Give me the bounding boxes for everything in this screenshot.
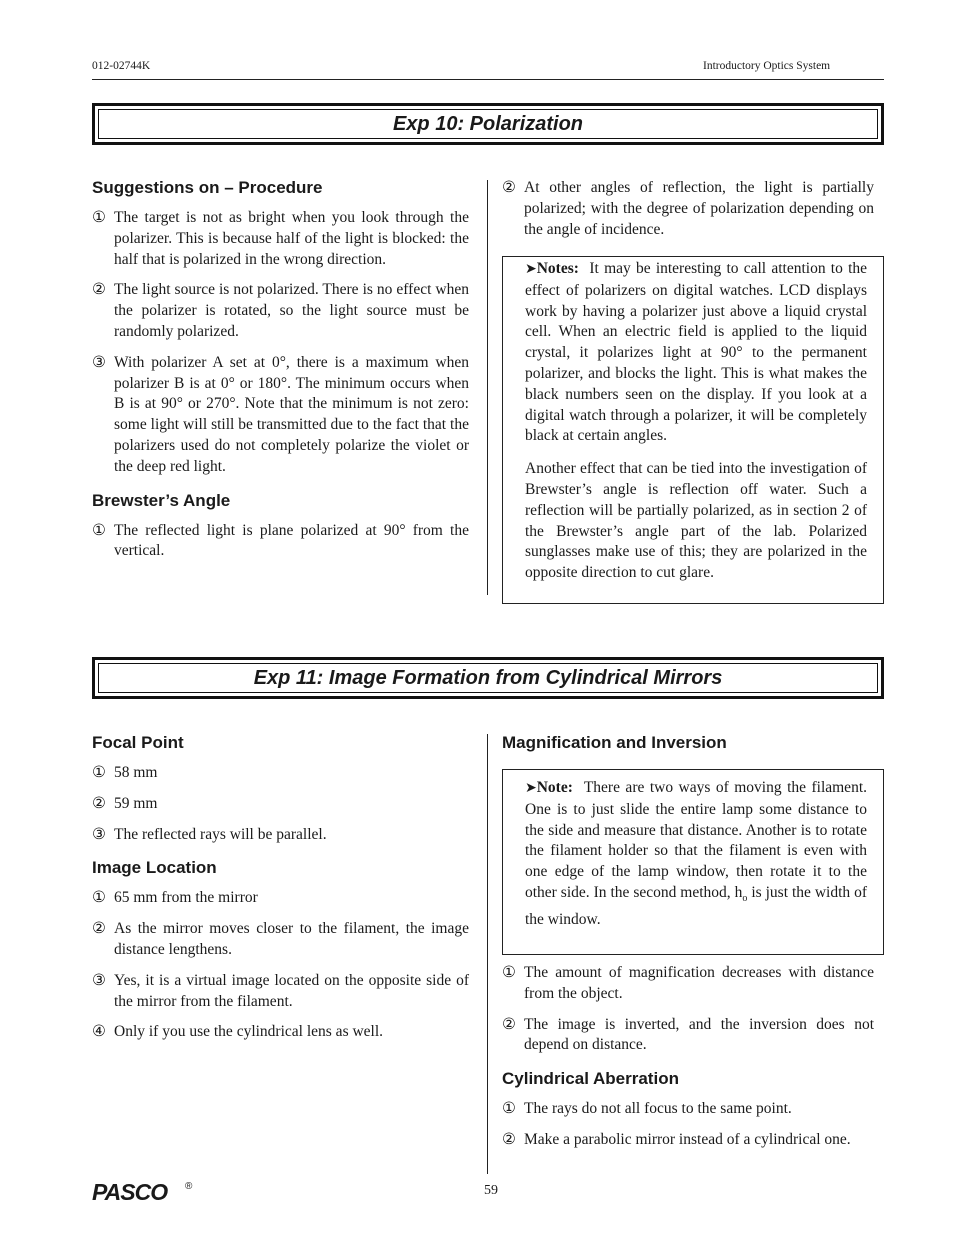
list-item [92,888,469,909]
pasco-logo: PASCO [92,1179,168,1205]
arrow-icon: ➤ [525,262,537,277]
item-text: 58 mm [114,764,158,781]
note-subscript: o [742,893,748,905]
item-text: Yes, it is a virtual image located on the opposite side of the mirror from the filament. [114,971,469,1010]
magnification-heading: Magnification and Inversion [502,733,727,752]
item-text: 59 mm [114,794,158,812]
page-number: 59 [484,1183,498,1198]
list-item [92,1022,469,1043]
item-number: ① [92,764,106,781]
note-paragraph [525,778,867,931]
note-text-end: is just the width of the window. [525,883,867,928]
item-number: ① [92,209,106,226]
notes-paragraph: Another effect that can be tied into the investigation of Brewster’s angle is reflection off water. Such a reflection will be partially polarized, as in section 2 of the Brewster’s angle part of the lab. Polarized sunglasses make use of this; they are polarized in the opposite direction to cut glare. [525,460,867,582]
item-text: The image is inverted, and the inversion does not depend on distance. [524,1015,874,1054]
document-number: 012-02744K [92,60,151,72]
list-item [502,178,874,240]
list-item [502,1130,874,1151]
item-number: ② [502,179,516,196]
item-number: ③ [92,353,106,371]
list-item [92,280,469,342]
item-number: ③ [92,825,106,843]
item-number: ② [502,1130,516,1148]
item-number: ① [92,889,106,907]
exp11-title-box [92,657,884,699]
item-text: The reflected rays will be parallel. [114,825,327,843]
note-label: Note: [536,779,573,796]
list-item [92,794,469,815]
item-text: The rays do not all focus to the same point. [524,1100,792,1118]
item-number: ① [502,1100,516,1118]
column-divider [487,180,488,595]
registered-mark: ® [185,1181,193,1192]
item-number: ② [92,920,106,938]
notes-label: Notes: [536,260,579,277]
notes-text: It may be interesting to call attention to the effect of polarizers on digital watches. LCD displays work by having a polarizer just above a liquid crystal cell. When an electric field is applied to the liquid crystal, it polarizes light at 90° to the permanent polarizer, and blocks the light. This is what makes the black numbers seen on the display. If you look at a digital watch through a polarizer, it will be completely black at certain angles. [525,260,868,445]
item-number: ④ [92,1023,106,1041]
exp10-title-box [92,103,884,145]
list-item [92,521,469,563]
list-item [92,919,469,961]
list-item [502,963,874,1005]
header-rule [92,79,884,80]
exp11-left-column [92,732,469,1043]
location-heading: Image Location [92,858,217,878]
list-item [502,1099,874,1120]
item-text: The reflected light is plane polarized at 90° from the vertical. [114,521,469,560]
note-text: There are two ways of moving the filament. One is to just slide the entire lamp some distance to the side and measure that distance. Another is to rotate the filament holder so that the filament is even with one edge of the lamp window, then rotate it to the other side. In the second method, h [525,779,867,901]
item-number: ② [502,1015,516,1033]
column-divider [487,734,488,1174]
item-text: The amount of magnification decreases with distance from the object. [524,964,874,1002]
exp11-note-box [502,769,884,955]
item-text: Only if you use the cylindrical lens as well. [114,1023,384,1041]
item-number: ② [92,794,106,812]
list-item [92,825,469,846]
item-number: ② [92,281,106,299]
exp10-left-column [92,177,469,562]
exp11-right-column-top [502,732,874,754]
list-item [502,1015,874,1057]
exp11-right-column-bottom [502,963,874,1151]
procedure-heading: Suggestions on – Procedure [92,178,323,197]
focal-heading: Focal Point [92,733,184,752]
exp10-notes-box [502,256,884,604]
exp10-right-column [502,178,874,240]
aberration-heading: Cylindrical Aberration [502,1069,679,1089]
item-text: At other angles of reflection, the light is partially polarized; with the degree of polarization depending on the angle of incidence. [524,179,874,238]
item-text: Make a parabolic mirror instead of a cylindrical one. [524,1130,851,1148]
item-number: ① [92,521,106,539]
arrow-icon: ➤ [525,781,537,796]
item-text: The target is not as bright when you look through the polarizer. This is because half of the light is blocked: the half that is polarized in the wrong direction. [114,209,469,268]
item-number: ① [502,964,516,981]
notes-paragraph [525,259,867,447]
item-text: As the mirror moves closer to the filament, the image distance lengthens. [114,920,469,958]
brewster-heading: Brewster’s Angle [92,490,231,510]
exp11-title: Exp 11: Image Formation from Cylindrical Mirrors [98,663,878,693]
list-item [92,763,469,784]
item-text: The light source is not polarized. There is no effect when the polarizer is rotated, so the light source must be randomly polarized. [114,281,469,340]
item-number: ③ [92,971,106,989]
list-item [92,208,469,270]
item-text: 65 mm from the mirror [114,889,258,907]
manual-title: Introductory Optics System [703,60,831,72]
exp10-title: Exp 10: Polarization [98,109,878,139]
item-text: With polarizer A set at 0°, there is a maximum when polarizer B is at 0° or 180°. The minimum occurs when B is at 90° or 270°. Note that the minimum is not zero: some light will still be transmitted due to the fact that the polarizers used do not completely polarize the violet or the deep red light. [114,353,469,475]
list-item [92,353,469,478]
list-item [92,971,469,1013]
